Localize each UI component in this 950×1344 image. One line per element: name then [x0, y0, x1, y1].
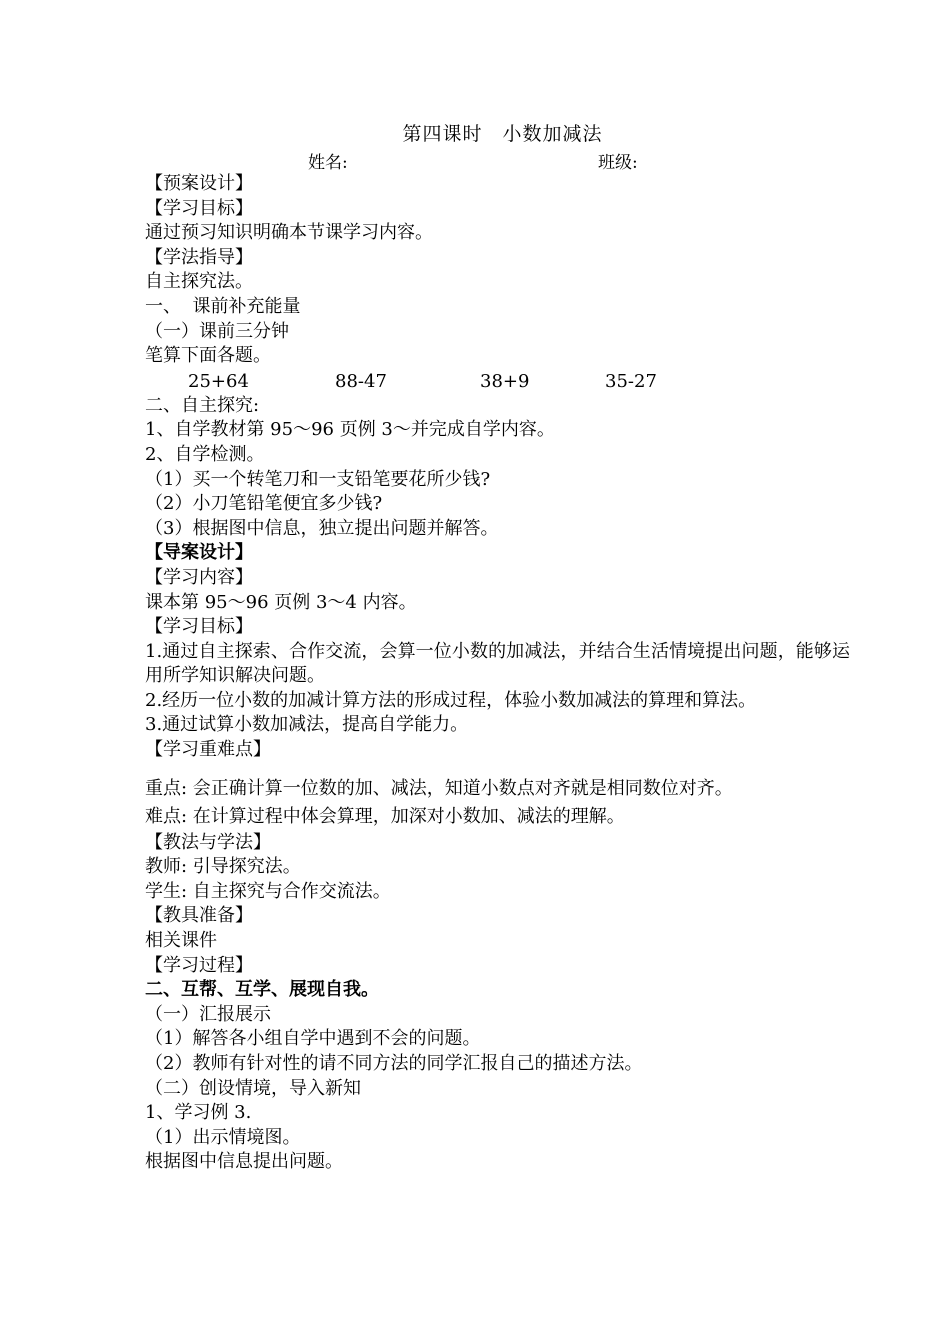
text-line: 1、自学教材第 95～96 页例 3～并完成自学内容。	[145, 419, 555, 441]
objectives-list	[145, 640, 850, 738]
section-two-mutual-help-heading: 二、互帮、互学、展现自我。	[145, 979, 379, 1001]
text-line: 1、学习例 3.	[145, 1102, 252, 1124]
document-page	[145, 120, 850, 1175]
self-study-section	[145, 394, 850, 542]
text-line: 相关课件	[145, 930, 217, 952]
heading-teaching-aids: 【教具准备】	[145, 905, 253, 927]
text-line: （1）出示情境图。	[145, 1126, 301, 1148]
process-section	[145, 1003, 850, 1175]
text-line: 自主探究法。	[145, 271, 253, 293]
calculation-item: 38+9	[480, 370, 530, 392]
text-line: （一）课前三分钟	[145, 320, 289, 342]
heading-key-points: 【学习重难点】	[145, 739, 271, 761]
heading-learning-goal: 【学习目标】	[145, 197, 253, 219]
section-two-heading: 二、自主探究:	[145, 394, 260, 416]
text-line: （2）教师有针对性的请不同方法的同学汇报自己的描述方法。	[145, 1053, 643, 1074]
heading-learning-process: 【学习过程】	[145, 954, 253, 976]
class-label: 班级:	[598, 153, 638, 173]
heading-learning-goal: 【学习目标】	[145, 616, 253, 638]
calculation-item: 88-47	[335, 370, 387, 392]
text-line: 教师: 引导探究法。	[145, 856, 301, 878]
document-title: 第四课时 小数加减法	[402, 123, 603, 145]
student-info-row	[145, 148, 850, 172]
text-line: 课本第 95～96 页例 3～4 内容。	[145, 591, 417, 613]
objective-item: 3.通过试算小数加减法，提高自学能力。	[145, 714, 469, 736]
heading-teaching-method: 【教法与学法】	[145, 831, 271, 853]
text-line: 学生: 自主探究与合作交流法。	[145, 880, 391, 902]
calculation-item: 25+64	[188, 370, 249, 392]
question-item: （3）根据图中信息，独立提出问题并解答。	[145, 517, 499, 539]
heading-guide-design: 【导案设计】	[145, 542, 253, 564]
heading-method-guide: 【学法指导】	[145, 246, 253, 268]
objective-item: 2.经历一位小数的加减计算方法的形成过程，体验小数加减法的算理和算法。	[145, 689, 757, 711]
text-line: 2、自学检测。	[145, 443, 265, 465]
text-line: （二）创设情境，导入新知	[145, 1077, 361, 1099]
key-points-list	[145, 775, 850, 831]
learning-content-section	[145, 566, 850, 640]
pre-lesson-section	[145, 172, 850, 369]
section-one-heading: 一、 课前补充能量	[145, 295, 301, 317]
text-line: 通过预习知识明确本节课学习内容。	[145, 222, 433, 244]
method-section	[145, 831, 850, 979]
text-line: 根据图中信息提出问题。	[145, 1151, 343, 1173]
question-item: （2）小刀笔铅笔便宜多少钱?	[145, 493, 383, 515]
key-point-item: 重点: 会正确计算一位数的加、减法，知道小数点对齐就是相同数位对齐。	[145, 777, 733, 799]
text-line: 笔算下面各题。	[145, 345, 271, 367]
calculation-row	[145, 369, 850, 394]
question-item: （1）买一个转笔刀和一支铅笔要花所少钱?	[145, 468, 491, 490]
objective-item: 1.通过自主探索、合作交流，会算一位小数的加减法，并结合生活情境提出问题，能够运用所学知识解决问题。	[145, 640, 850, 687]
heading-learning-content: 【学习内容】	[145, 566, 253, 588]
calculation-item: 35-27	[605, 370, 657, 392]
text-line: （1）解答各小组自学中遇到不会的问题。	[145, 1028, 481, 1050]
text-line: （一）汇报展示	[145, 1003, 271, 1025]
name-label: 姓名:	[308, 153, 348, 173]
heading-preview-design: 【预案设计】	[145, 173, 253, 194]
difficult-point-item: 难点: 在计算过程中体会算理，加深对小数加、减法的理解。	[145, 805, 625, 827]
